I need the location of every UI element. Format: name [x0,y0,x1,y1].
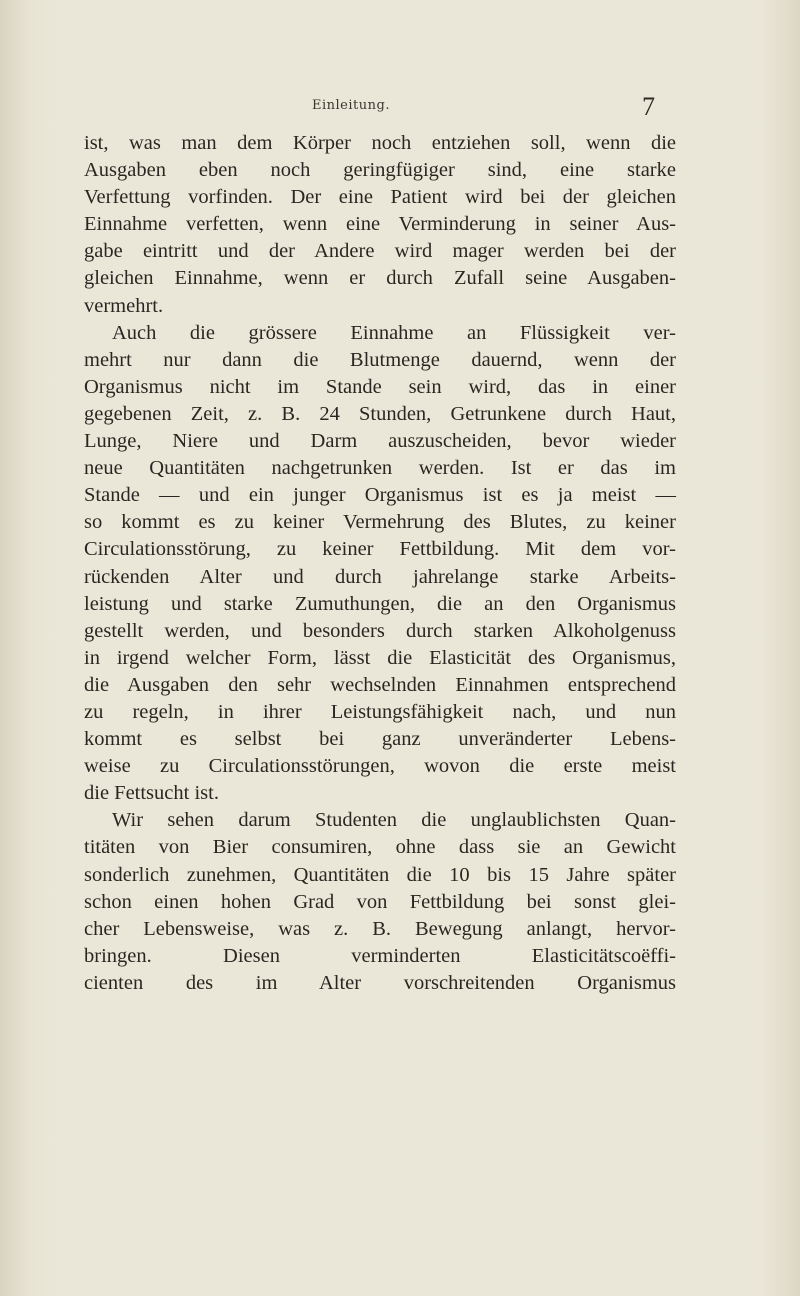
text-line: gabe eintritt und der Andere wird mager werden bei der [84,240,676,263]
text-line: schon einen hohen Grad von Fettbildung bei sonst glei- [84,890,676,913]
text-line: die Fettsucht ist. [84,782,219,805]
text-line: die Ausgaben den sehr wechselnden Einnahmen entsprechend [84,673,676,696]
text-line: weise zu Circulationsstörungen, wovon die erste meist [84,755,676,778]
text-line: ist, was man dem Körper noch entziehen soll, wenn die [84,132,676,154]
text-line: Auch die grössere Einnahme an Flüssigkeit ver- [112,321,676,344]
text-line: Wir sehen darum Studenten die unglaublichsten Quan- [112,809,676,832]
text-line: neue Quantitäten nachgetrunken werden. Ist er das im [84,457,676,480]
text-line: mehrt nur dann die Blutmenge dauernd, wenn der [84,348,676,371]
text-line: sonderlich zunehmen, Quantitäten die 10 bis 15 Jahre später [84,863,676,886]
running-head [0,92,800,126]
text-line: gegebenen Zeit, z. B. 24 Stunden, Getrunkene durch Haut, [84,402,676,425]
text-line: kommt es selbst bei ganz unveränderter Lebens- [84,728,676,751]
text-line: Lunge, Niere und Darm auszuscheiden, bevor wieder [84,430,676,453]
text-line: leistung und starke Zumuthungen, die an den Organismus [84,592,676,615]
text-line: cienten des im Alter vorschreitenden Organismus [84,971,676,994]
text-line: gleichen Einnahme, wenn er durch Zufall seine Ausgaben- [84,267,676,290]
text-line: vermehrt. [84,294,164,317]
text-line: Organismus nicht im Stande sein wird, das in einer [84,375,676,398]
text-line: Ausgaben eben noch geringfügiger sind, eine starke [84,159,676,182]
page-number: 7 [642,92,655,121]
text-line: Circulationsstörung, zu keiner Fettbildung. Mit dem vor- [84,538,676,561]
text-line: zu regeln, in ihrer Leistungsfähigkeit nach, und nun [84,700,676,723]
text-line: cher Lebensweise, was z. B. Bewegung anlangt, hervor- [84,917,676,940]
running-head-title: Einleitung. [312,98,390,113]
body-text [84,130,676,997]
text-line: in irgend welcher Form, lässt die Elasticität des Organismus, [84,646,676,669]
text-line: rückenden Alter und durch jahrelange starke Arbeits- [84,565,676,588]
text-line: so kommt es zu keiner Vermehrung des Blutes, zu keiner [84,511,676,534]
text-line: Stande — und ein junger Organismus ist es ja meist — [84,484,676,507]
text-line: Verfettung vorfinden. Der eine Patient wird bei der gleichen [84,186,676,209]
text-line: bringen. Diesen verminderten Elasticitätscoëffi- [84,944,676,967]
text-line: Einnahme verfetten, wenn eine Verminderung in seiner Aus- [84,213,676,236]
text-line: gestellt werden, und besonders durch starken Alkoholgenuss [84,619,676,642]
text-line: titäten von Bier consumiren, ohne dass sie an Gewicht [84,836,676,859]
